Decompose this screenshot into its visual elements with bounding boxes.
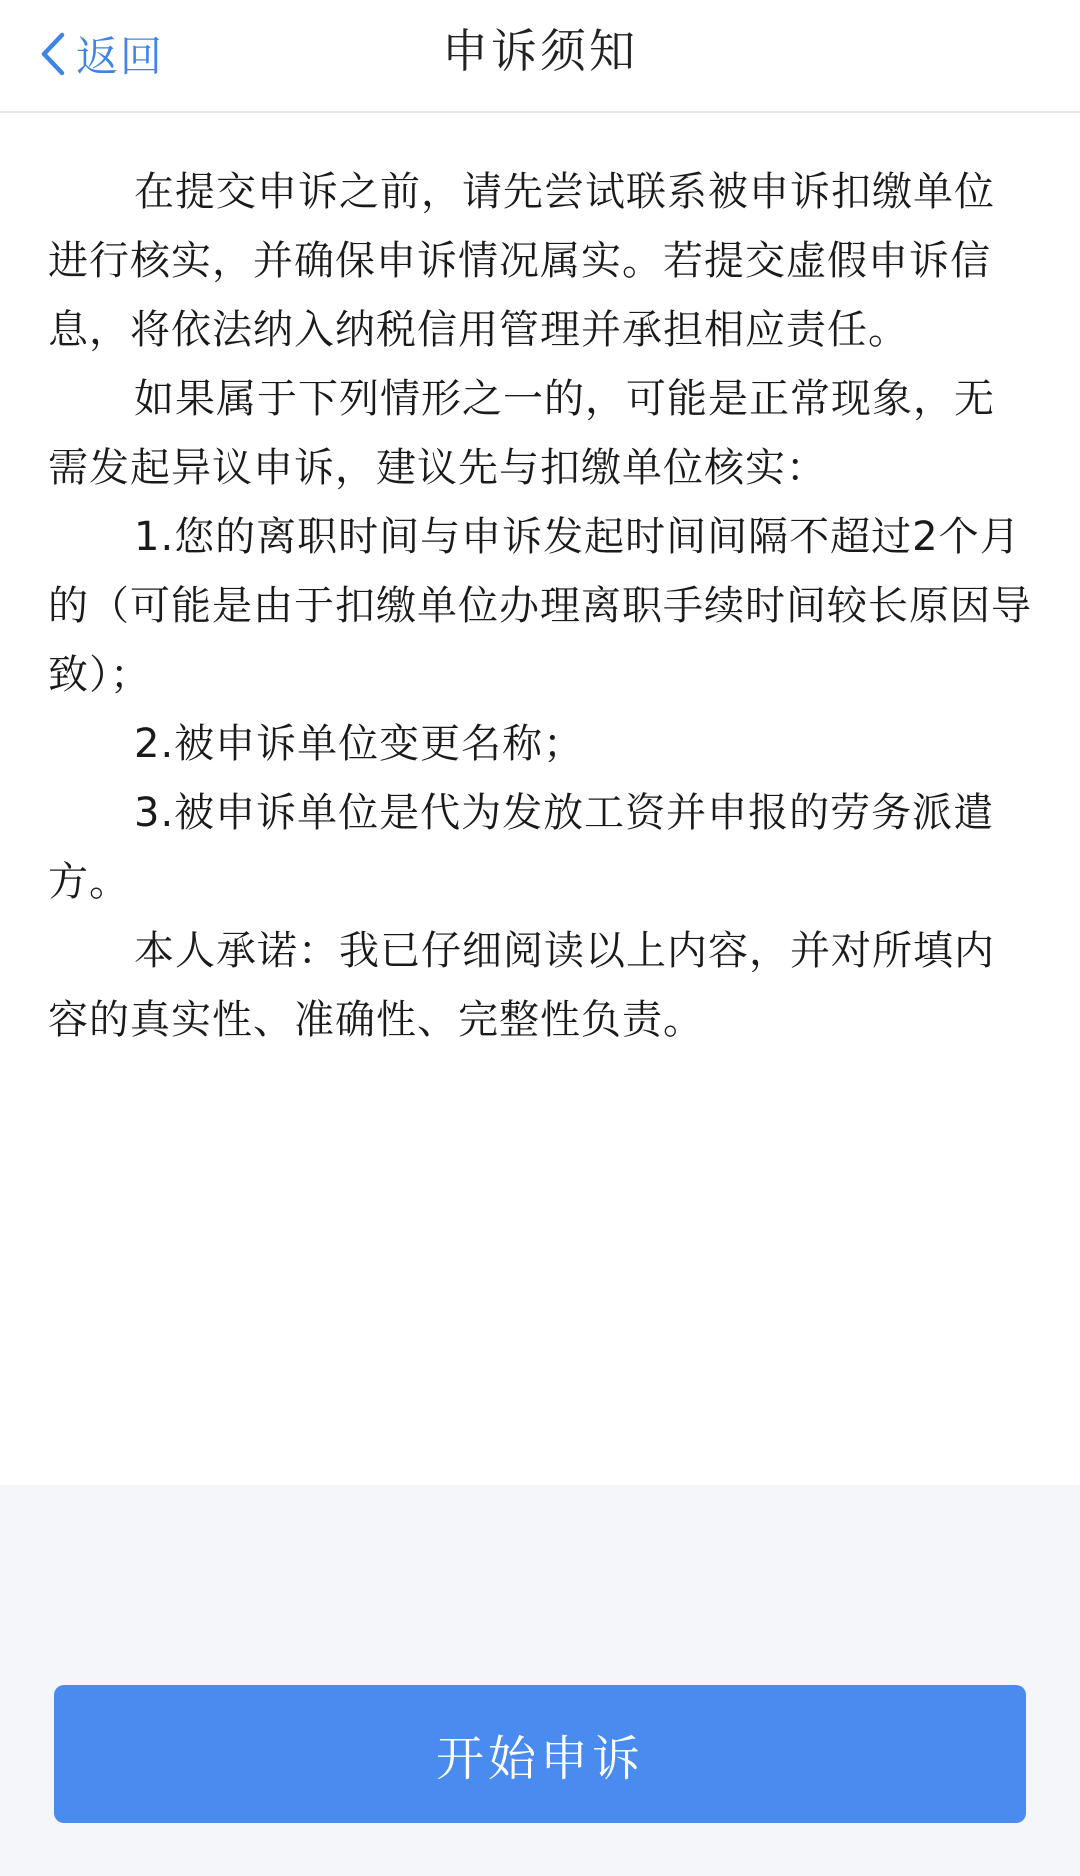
start-appeal-button[interactable]: 开始申诉 (54, 1685, 1026, 1823)
notice-content (48, 158, 1032, 1055)
notice-item: 3.被申诉单位是代为发放工资并申报的劳务派遣方。 (48, 790, 995, 905)
notice-paragraph: 在提交申诉之前，请先尝试联系被申诉扣缴单位进行核实，并确保申诉情况属实。若提交虚假申诉信息，将依法纳入纳税信用管理并承担相应责任。 (48, 169, 995, 353)
notice-paragraph: 如果属于下列情形之一的，可能是正常现象，无需发起异议申诉，建议先与扣缴单位核实： (48, 376, 995, 491)
notice-item: 1.您的离职时间与申诉发起时间间隔不超过2个月的（可能是由于扣缴单位办理离职手续时间较长原因导致）； (48, 514, 1032, 698)
page-title: 申诉须知 (442, 24, 638, 78)
back-label: 返回 (76, 32, 165, 81)
notice-item: 2.被申诉单位变更名称； (134, 721, 585, 767)
nav-bar (0, 0, 1080, 113)
commitment-paragraph: 本人承诺：我已仔细阅读以上内容，并对所填内容的真实性、准确性、完整性负责。 (48, 928, 995, 1043)
